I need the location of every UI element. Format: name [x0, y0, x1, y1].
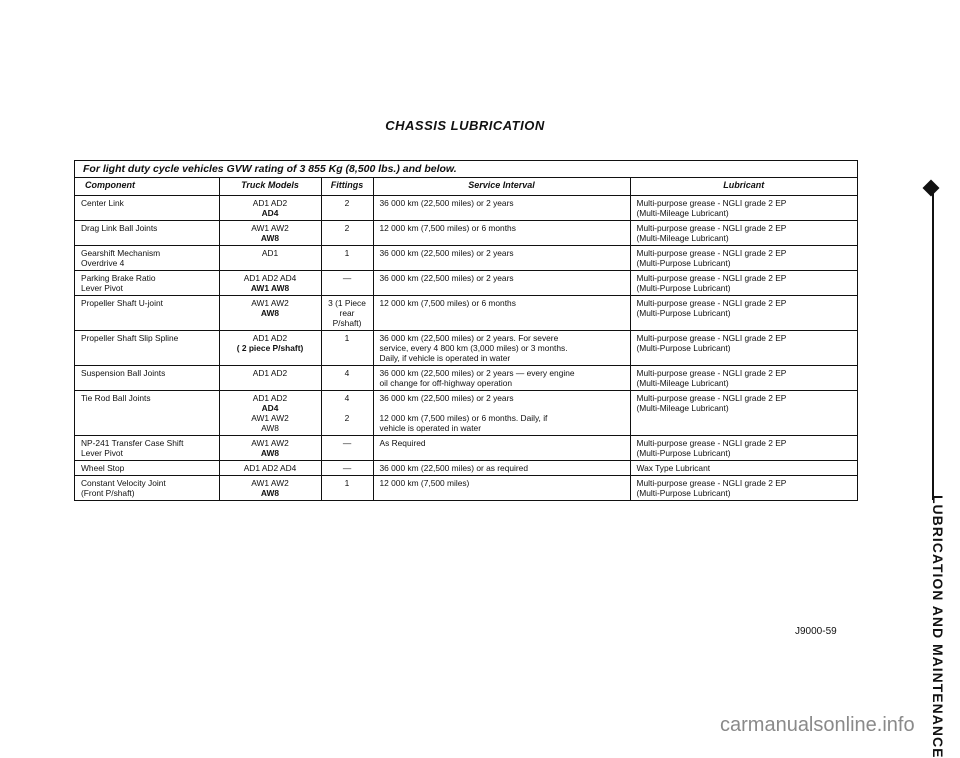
cell-lubricant-line: (Multi-Purpose Lubricant): [636, 488, 731, 498]
cell-lubricant: [630, 476, 857, 501]
cell-component-line: Propeller Shaft U-joint: [81, 298, 163, 308]
cell-lubricant-line: Multi-purpose grease - NGLI grade 2 EP: [636, 438, 787, 448]
cell-service-interval: [373, 296, 630, 331]
cell-service-interval-line: [380, 403, 624, 413]
cell-service-interval-line: 36 000 km (22,500 miles) or as required: [379, 463, 528, 473]
cell-service-interval-line: vehicle is operated in water: [379, 423, 481, 433]
cell-lubricant: [630, 246, 857, 271]
cell-truck-models-line: AD1: [261, 248, 279, 258]
cell-component: [75, 221, 219, 246]
cell-fittings-line: 1: [344, 248, 350, 258]
cell-component: [75, 196, 219, 221]
cell-lubricant-line: (Multi-Mileage Lubricant): [636, 403, 729, 413]
cell-component-line: Center Link: [81, 198, 124, 208]
cell-lubricant-line: Multi-purpose grease - NGLI grade 2 EP: [636, 273, 787, 283]
cell-lubricant-line: (Multi-Mileage Lubricant): [636, 378, 729, 388]
cell-fittings: [321, 366, 373, 391]
cell-component: [75, 271, 219, 296]
cell-lubricant-line: (Multi-Mileage Lubricant): [636, 233, 729, 243]
cell-truck-models-line: AD1 AD2 AD4: [243, 273, 297, 283]
cell-service-interval: [373, 391, 630, 436]
cell-fittings: [321, 221, 373, 246]
cell-fittings: [321, 476, 373, 501]
page-title: CHASSIS LUBRICATION: [385, 118, 545, 133]
header-truck-models: Truck Models: [219, 178, 321, 196]
table-row: [75, 461, 857, 476]
cell-service-interval: [373, 461, 630, 476]
cell-fittings-line: 1: [344, 478, 350, 488]
cell-component: [75, 296, 219, 331]
cell-lubricant-line: Multi-purpose grease - NGLI grade 2 EP: [636, 248, 787, 258]
cell-fittings-line: P/shaft): [332, 318, 362, 328]
cell-lubricant-line: (Multi-Purpose Lubricant): [636, 448, 731, 458]
cell-lubricant: [630, 196, 857, 221]
cell-truck-models-line: AW1 AW2: [251, 223, 289, 233]
cell-fittings-line: 3 (1 Piece: [328, 298, 366, 308]
cell-fittings: [321, 461, 373, 476]
cell-truck-models-line: AW1 AW2: [251, 298, 289, 308]
cell-component-line: Wheel Stop: [81, 463, 125, 473]
cell-lubricant-line: Multi-purpose grease - NGLI grade 2 EP: [636, 223, 787, 233]
cell-truck-models-line: AW1 AW2: [251, 438, 289, 448]
cell-service-interval: [373, 436, 630, 461]
cell-lubricant: [630, 436, 857, 461]
header-service-interval: Service Interval: [373, 178, 630, 196]
cell-component-line: Overdrive 4: [81, 258, 125, 268]
cell-fittings: [321, 391, 373, 436]
cell-service-interval: [373, 246, 630, 271]
cell-service-interval-line: 36 000 km (22,500 miles) or 2 years: [379, 198, 514, 208]
cell-truck-models-line: AW8: [261, 423, 279, 433]
cell-service-interval-line: 12 000 km (7,500 miles): [379, 478, 470, 488]
cell-service-interval: [373, 476, 630, 501]
section-sidebar: [920, 150, 946, 758]
cell-fittings-line: 2: [344, 223, 350, 233]
header-component: Component: [75, 178, 219, 196]
cell-truck-models-line: AD1 AD2: [252, 198, 288, 208]
cell-lubricant-line: (Multi-Purpose Lubricant): [636, 343, 731, 353]
table-row: [75, 196, 857, 221]
cell-fittings-line: 2: [344, 413, 350, 423]
cell-lubricant-line: Multi-purpose grease - NGLI grade 2 EP: [636, 198, 787, 208]
cell-service-interval-line: 36 000 km (22,500 miles) or 2 years: [379, 273, 514, 283]
cell-truck-models: [219, 391, 321, 436]
cell-component-line: Drag Link Ball Joints: [81, 223, 158, 233]
cell-truck-models-line: AW1 AW2: [251, 413, 289, 423]
cell-service-interval-line: 12 000 km (7,500 miles) or 6 months: [379, 298, 516, 308]
cell-fittings-line: rear: [339, 308, 355, 318]
cell-component-line: Constant Velocity Joint: [81, 478, 166, 488]
cell-lubricant: [630, 461, 857, 476]
cell-fittings: [321, 436, 373, 461]
cell-truck-models: [219, 461, 321, 476]
cell-lubricant: [630, 366, 857, 391]
table-row: [75, 366, 857, 391]
cell-fittings: [321, 246, 373, 271]
cell-lubricant-line: (Multi-Purpose Lubricant): [636, 258, 731, 268]
cell-lubricant: [630, 391, 857, 436]
cell-lubricant-line: Multi-purpose grease - NGLI grade 2 EP: [636, 333, 787, 343]
cell-truck-models-line: AW1 AW8: [250, 283, 290, 293]
cell-fittings-line: 1: [344, 333, 350, 343]
cell-fittings: [321, 271, 373, 296]
cell-truck-models-line: ( 2 piece P/shaft): [236, 343, 304, 353]
cell-truck-models-line: AD4: [261, 208, 279, 218]
cell-truck-models: [219, 296, 321, 331]
cell-truck-models: [219, 436, 321, 461]
table-row: [75, 296, 857, 331]
cell-truck-models: [219, 331, 321, 366]
cell-truck-models-line: AW1 AW2: [251, 478, 289, 488]
cell-service-interval-line: 12 000 km (7,500 miles) or 6 months: [379, 223, 516, 233]
cell-lubricant: [630, 221, 857, 246]
cell-fittings-line: 2: [344, 198, 350, 208]
cell-component: [75, 461, 219, 476]
cell-truck-models: [219, 271, 321, 296]
cell-component-line: Suspension Ball Joints: [81, 368, 166, 378]
diamond-icon: [923, 180, 940, 197]
sidebar-rule-top: [932, 190, 934, 500]
cell-service-interval-line: As Required: [379, 438, 426, 448]
table-row: [75, 476, 857, 501]
cell-fittings-line: —: [342, 273, 352, 283]
cell-fittings: [321, 331, 373, 366]
cell-fittings-line: —: [342, 438, 352, 448]
cell-component: [75, 391, 219, 436]
table-row: [75, 436, 857, 461]
cell-truck-models-line: AD1 AD2: [252, 393, 288, 403]
cell-fittings-line: [328, 403, 367, 413]
cell-service-interval-line: 36 000 km (22,500 miles) or 2 years — every engine: [379, 368, 575, 378]
cell-component: [75, 366, 219, 391]
table-header-row: [75, 178, 857, 196]
cell-component-line: NP-241 Transfer Case Shift: [81, 438, 184, 448]
cell-fittings: [321, 296, 373, 331]
cell-component-line: Propeller Shaft Slip Spline: [81, 333, 179, 343]
cell-service-interval-line: service, every 4 800 km (3,000 miles) or 3 months.: [379, 343, 568, 353]
cell-truck-models-line: AW8: [260, 233, 280, 243]
table-row: [75, 271, 857, 296]
cell-service-interval: [373, 366, 630, 391]
cell-lubricant-line: (Multi-Purpose Lubricant): [636, 308, 731, 318]
cell-component: [75, 476, 219, 501]
footer-watermark-url: carmanualsonline.info: [720, 714, 915, 736]
header-lubricant: Lubricant: [630, 178, 857, 196]
cell-truck-models: [219, 221, 321, 246]
cell-lubricant-line: Multi-purpose grease - NGLI grade 2 EP: [636, 393, 787, 403]
lubrication-table: [75, 178, 857, 500]
table-body: [75, 196, 857, 501]
cell-service-interval: [373, 196, 630, 221]
cell-lubricant: [630, 271, 857, 296]
cell-fittings-line: 4: [344, 393, 350, 403]
cell-component: [75, 246, 219, 271]
cell-service-interval-line: 12 000 km (7,500 miles) or 6 months. Daily, if: [379, 413, 548, 423]
lubrication-table-box: [74, 160, 858, 501]
cell-service-interval-line: 36 000 km (22,500 miles) or 2 years: [379, 393, 514, 403]
cell-lubricant: [630, 331, 857, 366]
cell-service-interval: [373, 271, 630, 296]
header-fittings: Fittings: [321, 178, 373, 196]
cell-service-interval: [373, 221, 630, 246]
cell-component: [75, 436, 219, 461]
cell-truck-models-line: AW8: [260, 308, 280, 318]
cell-truck-models-line: AD1 AD2 AD4: [243, 463, 297, 473]
cell-truck-models-line: AD1 AD2: [252, 333, 288, 343]
cell-lubricant-line: Wax Type Lubricant: [636, 463, 711, 473]
table-row: [75, 221, 857, 246]
cell-service-interval: [373, 331, 630, 366]
cell-lubricant-line: Multi-purpose grease - NGLI grade 2 EP: [636, 298, 787, 308]
cell-truck-models-line: AD4: [261, 403, 279, 413]
cell-service-interval-line: 36 000 km (22,500 miles) or 2 years: [379, 248, 514, 258]
cell-lubricant-line: Multi-purpose grease - NGLI grade 2 EP: [636, 368, 787, 378]
table-row: [75, 331, 857, 366]
cell-lubricant-line: Multi-purpose grease - NGLI grade 2 EP: [636, 478, 787, 488]
cell-truck-models-line: AD1 AD2: [252, 368, 288, 378]
table-caption: For light duty cycle vehicles GVW rating of 3 855 Kg (8,500 lbs.) and below.: [75, 161, 857, 178]
cell-lubricant: [630, 296, 857, 331]
cell-truck-models: [219, 196, 321, 221]
cell-component-line: Lever Pivot: [81, 283, 123, 293]
cell-component-line: (Front P/shaft): [81, 488, 135, 498]
cell-fittings-line: —: [342, 463, 352, 473]
cell-service-interval-line: oil change for off-highway operation: [379, 378, 513, 388]
cell-component-line: Tie Rod Ball Joints: [81, 393, 151, 403]
sidebar-label: LUBRICATION AND MAINTENANCE: [930, 495, 946, 758]
cell-truck-models: [219, 246, 321, 271]
cell-component-line: Gearshift Mechanism: [81, 248, 161, 258]
cell-lubricant-line: (Multi-Mileage Lubricant): [636, 208, 729, 218]
table-row: [75, 246, 857, 271]
cell-service-interval-line: 36 000 km (22,500 miles) or 2 years. For severe: [379, 333, 559, 343]
cell-truck-models: [219, 476, 321, 501]
cell-truck-models-line: AW8: [260, 488, 280, 498]
cell-component-line: Lever Pivot: [81, 448, 123, 458]
cell-component: [75, 331, 219, 366]
table-row: [75, 391, 857, 436]
cell-truck-models: [219, 366, 321, 391]
cell-service-interval-line: Daily, if vehicle is operated in water: [379, 353, 511, 363]
cell-fittings-line: 4: [344, 368, 350, 378]
cell-truck-models-line: AW8: [260, 448, 280, 458]
cell-fittings: [321, 196, 373, 221]
cell-component-line: Parking Brake Ratio: [81, 273, 156, 283]
cell-lubricant-line: (Multi-Purpose Lubricant): [636, 283, 731, 293]
figure-code: J9000-59: [795, 626, 837, 637]
